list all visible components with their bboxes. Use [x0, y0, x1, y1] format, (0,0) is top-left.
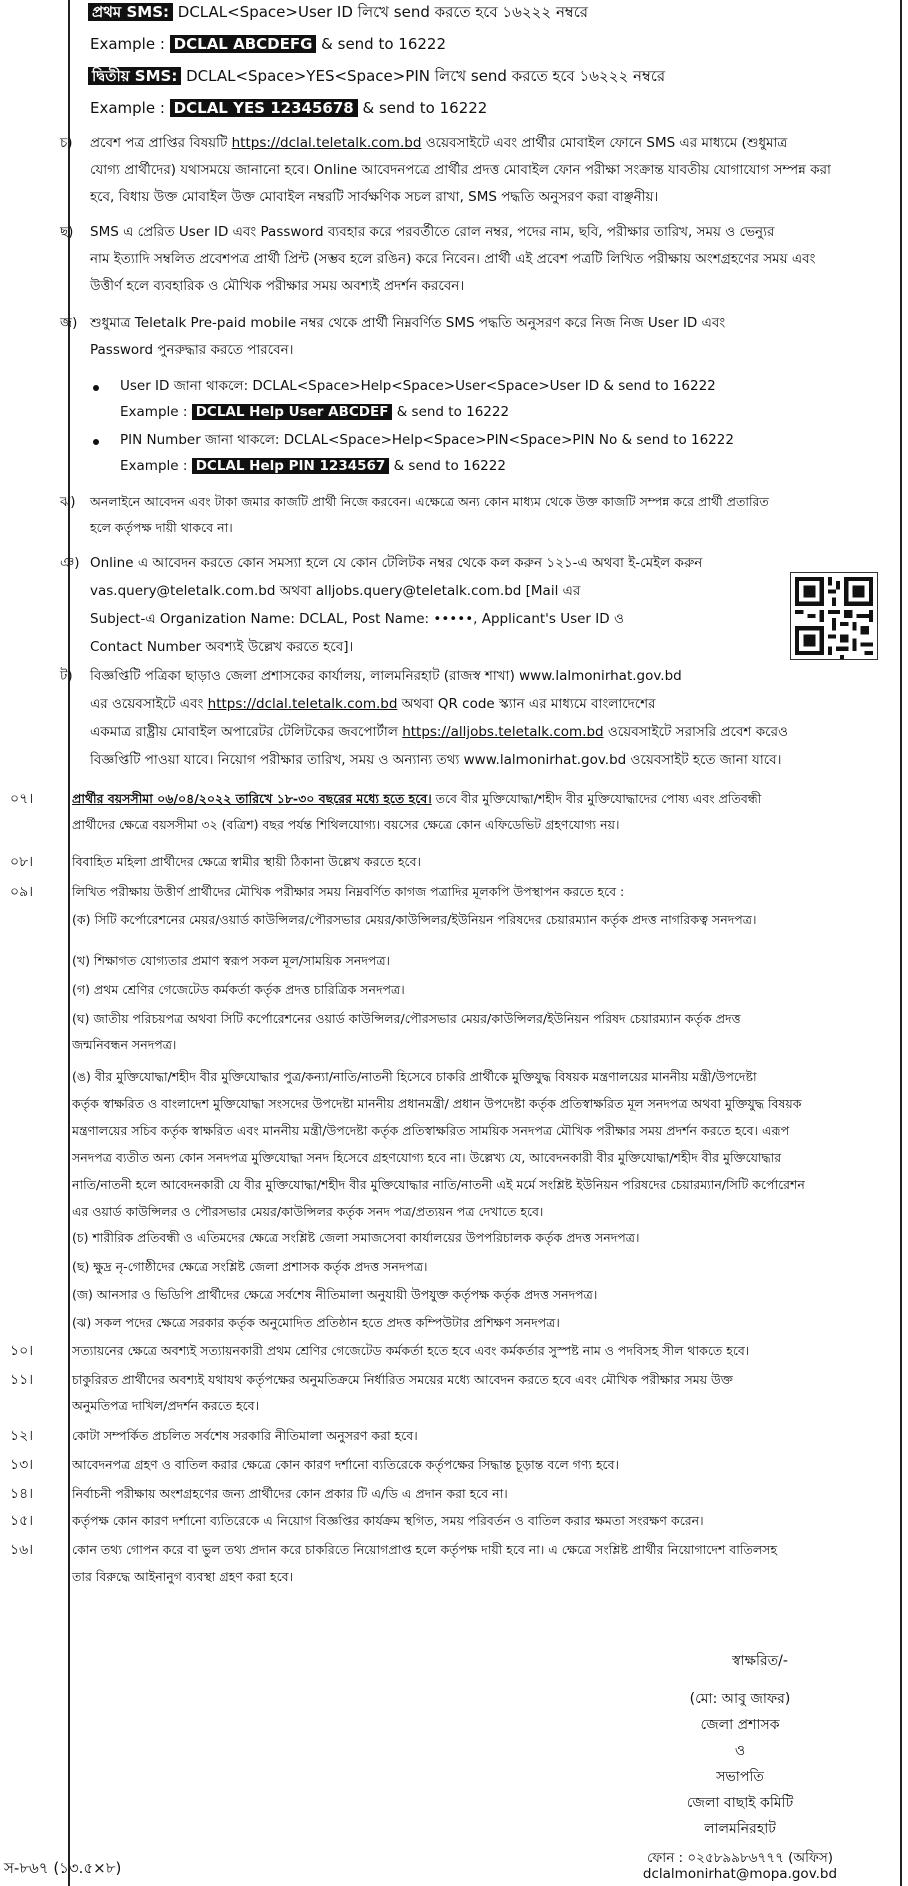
section-15-line-1: কর্তৃপক্ষ কোন কারণ দর্শানো ব্যতিরেকে এ নিয়োগ বিজ্ঞপ্তির কার্যক্রম স্থগিত, সময় পরিবর্তন ও বাতিল করার ক্ষমতা সংরক্ষণ করেন।	[72, 1513, 704, 1528]
section-07-number: ০৭।	[10, 791, 34, 807]
section-13-number: ১৩।	[10, 1457, 34, 1473]
section-11-number: ১১।	[10, 1372, 34, 1388]
section-09-chha: (ছ) ক্ষুদ্র নৃ-গোষ্ঠীদের ক্ষেত্রে সংশ্লিষ্ট জেলা প্রশাসক কর্তৃক প্রদত্ত সনদপত্র।	[72, 1259, 428, 1274]
section-16-line-2: তার বিরুদ্ধে আইনানুগ ব্যবস্থা গ্রহণ করা হবে।	[72, 1569, 294, 1584]
item-chha-line-3: উত্তীর্ণ হলে ব্যবহারিক ও মৌখিক পরীক্ষার সময় অবশ্যই প্রদর্শন করবেন।	[90, 278, 465, 294]
item-nya-line-2: vas.query@teletalk.com.bd অথবা alljobs.query@teletalk.com.bd [Mail এর	[90, 583, 581, 599]
section-10-line-1: সত্যায়নের ক্ষেত্রে অবশ্যই সত্যায়নকারী প্রথম শ্রেণির গেজেটেড কর্মকর্তা হতে হবে এবং কর্মকর্তার সুস্পষ্ট নাম ও পদবিসহ সীল থাকতে হবে।	[72, 1343, 750, 1358]
item-nya-label: ঞ)	[60, 555, 80, 571]
item-nya-line-1: Online এ আবেদন করতে কোন সমস্যা হলে যে কোন টেলিটক নম্বর থেকে কল করুন ১২১-এ অথবা ই-মেইল করুন	[90, 555, 703, 571]
section-09-kha: (খ) শিক্ষাগত যোগ্যতার প্রমাণ স্বরূপ সকল মূল/সাময়িক সনদপত্র।	[72, 953, 391, 968]
section-09-umo-5: নাতি/নাতনী হলে আবেদনকারী যে বীর মুক্তিযোদ্ধা/শহীদ বীর মুক্তিযোদ্ধার নাতি/নাতনী এই মর্মে সংশ্লিষ্ট ইউনিয়ন পরিষদের চেয়ারম্যান/সিটি কর্পোরেশন	[72, 1177, 805, 1192]
section-09-line-1: লিখিত পরীক্ষায় উত্তীর্ণ প্রার্থীদের মৌখিক পরীক্ষার সময় নিম্নবর্ণিত কাগজ পত্রাদির মূলকপি উপস্থাপন করতে হবে :	[72, 884, 625, 899]
item-jha-label: ঝ)	[60, 494, 76, 510]
bullet-icon	[93, 385, 99, 391]
section-09-gha-2: জন্মনিবন্ধন সনদপত্র।	[72, 1037, 177, 1052]
section-07-line-1: প্রার্থীর বয়সসীমা ০৬/০৪/২০২২ তারিখে ১৮-৩০ বছরের মধ্যে হতে হবে। তবে বীর মুক্তিযোদ্ধা/শহীদ বীর মুক্তিযোদ্ধাদের পোষ্য এবং প্রতিবন্ধী	[72, 791, 762, 806]
section-10-number: ১০।	[10, 1343, 34, 1359]
office-email: dclalmonirhat@mopa.gov.bd	[642, 1866, 838, 1882]
section-09-cha: (চ) শারীরিক প্রতিবন্ধী ও এতিমদের ক্ষেত্রে সংশ্লিষ্ট জেলা সমাজসেবা কার্যালয়ের উপপরিচালক কর্তৃক প্রদত্ত সনদপত্র।	[72, 1230, 640, 1245]
item-cha-label: চ)	[60, 135, 73, 151]
dclal-link-2[interactable]: https://dclal.teletalk.com.bd	[207, 696, 398, 712]
item-nya-line-4: Contact Number অবশ্যই উল্লেখ করতে হবে]।	[90, 639, 354, 655]
item-ta-line-1: বিজ্ঞপ্তিটি পত্রিকা ছাড়াও জেলা প্রশাসকের কার্যালয়, লালমনিরহাট (রাজস্ব শাখা) www.lalmonirhat.gov.bd	[90, 668, 682, 684]
item-cha-line-3: হবে, বিধায় উক্ত মোবাইল উক্ত মোবাইল নম্বরটি সার্বক্ষণিক সচল রাখা, SMS পদ্ধতি অনুসরণ করা বাঞ্ছনীয়।	[90, 189, 659, 205]
dclal-link[interactable]: https://dclal.teletalk.com.bd	[231, 135, 422, 151]
help-user-id-example: Example : DCLAL Help User ABCDEF & send to 16222	[120, 404, 510, 420]
sms-example-2: Example : DCLAL YES 12345678 & send to 16222	[90, 99, 488, 117]
item-ja-label: জ)	[60, 315, 78, 331]
section-09-number: ০৯।	[10, 884, 34, 900]
item-jha-line-1: অনলাইনে আবেদন এবং টাকা জমার কাজটি প্রার্থী নিজে করবেন। এক্ষেত্রে অন্য কোন মাধ্যম থেকে উক্ত কাজটি সম্পন্ন করে প্রার্থী প্রতারিত	[90, 494, 769, 509]
section-08-number: ০৮।	[10, 854, 34, 870]
section-09-ka: (ক) সিটি কর্পোরেশনের মেয়র/ওয়ার্ড কাউন্সিলর/পৌরসভার মেয়র/কাউন্সিলর/ইউনিয়ন পরিষদের চেয়ারম্যান কর্তৃক প্রদত্ত নাগরিকত্ব সনদপত্র।	[72, 912, 757, 927]
section-09-jha: (ঝ) সকল পদের ক্ষেত্রে সরকার কর্তৃক অনুমোদিত প্রতিষ্ঠান হতে প্রদত্ত কম্পিউটার প্রশিক্ষণ সনদপত্র।	[72, 1315, 560, 1330]
section-09-umo-1: (ঙ) বীর মুক্তিযোদ্ধা/শহীদ বীর মুক্তিযোদ্ধার পুত্র/কন্যা/নাতি/নাতনী হিসেবে চাকরি প্রার্থীকে মুক্তিযুদ্ধ বিষয়ক মন্ত্রণালয়ের মাননীয় মন্ত্রী/উপদেষ্টা	[72, 1069, 757, 1084]
qr-code-icon[interactable]	[790, 572, 878, 660]
section-09-umo-2: কর্তৃক স্বাক্ষরিত ও বাংলাদেশ মুক্তিযোদ্ধা সংসদের উপদেষ্টা মাননীয় প্রধানমন্ত্রী/ প্রধান উপদেষ্টা কর্তৃক প্রতিস্বাক্ষরিত মূল সনদপত্র অথবা মুক্তিযুদ্ধ বিষয়ক	[72, 1096, 802, 1111]
item-jha-line-2: হলে কর্তৃপক্ষ দায়ী থাকবে না।	[90, 520, 233, 535]
signatory-and: ও	[734, 1743, 746, 1759]
signature-signed: স্বাক্ষরিত/-	[732, 1653, 788, 1669]
item-nya-line-3: Subject-এ Organization Name: DCLAL, Post Name: •••••, Applicant's User ID ও	[90, 611, 624, 627]
sms-example-1: Example : DCLAL ABCDEFG & send to 16222	[90, 35, 447, 53]
item-cha-line-1: প্রবেশ পত্র প্রাপ্তির বিষয়টি https://dclal.teletalk.com.bd ওয়েবসাইটে এবং প্রার্থীর মোবাইল ফোনে SMS এর মাধ্যমে (শুধুমাত্র	[90, 135, 788, 151]
section-13-line-1: আবেদনপত্র গ্রহণ ও বাতিল করার ক্ষেত্রে কোন কারণ দর্শানো ব্যতিরেকে কর্তৃপক্ষের সিদ্ধান্ত চূড়ান্ত বলে গণ্য হবে।	[72, 1457, 620, 1472]
bullet-icon	[93, 439, 99, 445]
item-ta-label: ট)	[60, 668, 73, 684]
section-09-umo-6: এর ওয়ার্ড কাউন্সিলর ও পৌরসভার মেয়র/কাউন্সিলর কর্তৃক সনদ পত্র/প্রত্যয়ন পত্র দেখাতে হবে।	[72, 1204, 544, 1219]
office-phone: ফোন : ০২৫৮৯৯৮৬৭৭৭ (অফিস)	[646, 1850, 834, 1866]
help-user-id-line: User ID জানা থাকলে: DCLAL<Space>Help<Space>User<Space>User ID & send to 16222	[120, 378, 716, 394]
item-chha-line-1: SMS এ প্রেরিত User ID এবং Password ব্যবহার করে পরবর্তীতে রোল নম্বর, পদের নাম, ছবি, পরীক্ষার তারিখ, সময় ও ভেন্যুর	[90, 224, 775, 240]
section-07-line-2: প্রার্থীদের ক্ষেত্রে বয়সসীমা ৩২ (বত্রিশ) বছর পর্যন্ত শিথিলযোগ্য। বয়সের ক্ষেত্রে কোন এফিডেভিট গ্রহণযোগ্য নয়।	[72, 817, 620, 832]
footer-code: স-৮৬৭ (১৩.৫×৮)	[4, 1859, 122, 1877]
section-12-line-1: কোটা সম্পর্কিত প্রচলিত সর্বশেষ সরকারি নীতিমালা অনুসরণ করা হবে।	[72, 1428, 418, 1443]
item-chha-label: ছ)	[60, 224, 74, 240]
section-09-ga: (গ) প্রথম শ্রেণির গেজেটেড কর্মকর্তা কর্তৃক প্রদত্ত চারিত্রিক সনদপত্র।	[72, 982, 405, 997]
section-16-line-1: কোন তথ্য গোপন করে বা ভুল তথ্য প্রদান করে চাকরিতে নিয়োগপ্রাপ্ত হলে কর্তৃপক্ষ দায়ী হবে না। এ ক্ষেত্রে সংশ্লিষ্ট প্রার্থীর নিয়োগাদেশ বাতিলসহ	[72, 1542, 777, 1557]
section-11-line-1: চাকুরিরত প্রার্থীদের অবশ্যই যথাযথ কর্তৃপক্ষের অনুমতিক্রমে নির্ধারিত সময়ের মধ্যে আবেদন করতে হবে এবং মৌখিক পরীক্ষার সময় উক্ত	[72, 1372, 733, 1387]
signatory-title-2: সভাপতি	[716, 1769, 764, 1785]
item-cha-line-2: যোগ্য প্রার্থীদের) যথাসময়ে জানানো হবে। Online আবেদনপত্রে প্রার্থীর প্রদত্ত মোবাইল ফোন পরীক্ষা সংক্রান্ত যাবতীয় যোগাযোগ সম্পন্ন করা	[90, 162, 831, 178]
signatory-title: জেলা প্রশাসক	[700, 1717, 780, 1733]
section-14-line-1: নির্বাচনী পরীক্ষায় অংশগ্রহণের জন্য প্রার্থীদের কোন প্রকার টি এ/ডি এ প্রদান করা হবে না।	[72, 1486, 508, 1501]
signatory-place: লালমনিরহাট	[704, 1821, 776, 1837]
alljobs-link[interactable]: https://alljobs.teletalk.com.bd	[402, 724, 604, 740]
item-ta-line-4: বিজ্ঞপ্তিটি পাওয়া যাবে। নিয়োগ পরীক্ষার তারিখ, সময় ও অন্যান্য তথ্য www.lalmonirhat.gov.bd ওয়েবসাইট হতে জানা যাবে।	[90, 752, 782, 768]
section-09-umo-4: সনদপত্র ব্যতীত অন্য কোন সনদপত্র মুক্তিযোদ্ধা সনদ হিসেবে গ্রহণযোগ্য হবে না। উল্লেখ্য যে, আবেদনকারী বীর মুক্তিযোদ্ধা/শহীদ বীর মুক্তিযোদ্ধার	[72, 1150, 782, 1165]
item-ta-line-2: এর ওয়েবসাইটে এবং https://dclal.teletalk.com.bd অথবা QR code স্ক্যান এর মাধ্যমে বাংলাদেশের	[90, 696, 656, 712]
section-11-line-2: অনুমতিপত্র দাখিল/প্রদর্শন করতে হবে।	[72, 1398, 260, 1413]
item-ja-line-1: শুধুমাত্র Teletalk Pre-paid mobile নম্বর থেকে প্রার্থী নিম্নবর্ণিত SMS পদ্ধতি অনুসরণ করে নিজ নিজ User ID এবং	[90, 315, 726, 331]
sms-second-line: দ্বিতীয় SMS: DCLAL<Space>YES<Space>PIN লিখে send করতে হবে ১৬২২২ নম্বরে	[88, 66, 665, 86]
signatory-committee: জেলা বাছাই কমিটি	[686, 1795, 794, 1811]
section-09-ja: (জ) আনসার ও ভিডিপি প্রার্থীদের ক্ষেত্রে সর্বশেষ নীতিমালা অনুযায়ী উপযুক্ত কর্তৃপক্ষ কর্তৃক প্রদত্ত সনদপত্র।	[72, 1287, 598, 1302]
section-14-number: ১৪।	[10, 1486, 34, 1502]
section-09-umo-3: মন্ত্রণালয়ের সচিব কর্তৃক স্বাক্ষরিত এবং মাননীয় মন্ত্রী/উপদেষ্টা কর্তৃক প্রতিস্বাক্ষরিত সাময়িক সনদপত্র মৌখিক পরীক্ষার সময় প্রদর্শন করতে হবে। এরূপ	[72, 1123, 790, 1138]
signatory-name: (মো: আবু জাফর)	[689, 1691, 791, 1707]
section-15-number: ১৫।	[10, 1513, 34, 1529]
section-09-gha-1: (ঘ) জাতীয় পরিচয়পত্র অথবা সিটি কর্পোরেশনের ওয়ার্ড কাউন্সিলর/পৌরসভার মেয়র/কাউন্সিলর/ইউনিয়ন পরিষদ চেয়ারম্যান কর্তৃক প্রদত্ত	[72, 1011, 741, 1026]
item-ja-line-2: Password পুনরুদ্ধার করতে পারবেন।	[90, 342, 294, 358]
help-pin-line: PIN Number জানা থাকলে: DCLAL<Space>Help<Space>PIN<Space>PIN No & send to 16222	[120, 432, 734, 448]
section-16-number: ১৬।	[10, 1542, 34, 1558]
sms-first-line: প্রথম SMS: DCLAL<Space>User ID লিখে send করতে হবে ১৬২২২ নম্বরে	[88, 2, 588, 22]
section-12-number: ১২।	[10, 1428, 34, 1444]
section-08-line-1: বিবাহিত মহিলা প্রার্থীদের ক্ষেত্রে স্বামীর স্থায়ী ঠিকানা উল্লেখ করতে হবে।	[72, 854, 421, 869]
item-chha-line-2: নাম ইত্যাদি সম্বলিত প্রবেশপত্র প্রার্থী প্রিন্ট (সম্ভব হলে রঙিন) করে নিবেন। প্রার্থী এই প্রবেশ পত্রটি লিখিত পরীক্ষায় অংশগ্রহণের সময় এবং	[90, 251, 816, 267]
item-ta-line-3: একমাত্র রাষ্ট্রীয় মোবাইল অপারেটর টেলিটকের জবপোর্টাল https://alljobs.teletalk.com.bd ওয়েবসাইটে সরাসরি প্রবেশ করেও	[90, 724, 788, 740]
help-pin-example: Example : DCLAL Help PIN 1234567 & send to 16222	[120, 458, 506, 474]
